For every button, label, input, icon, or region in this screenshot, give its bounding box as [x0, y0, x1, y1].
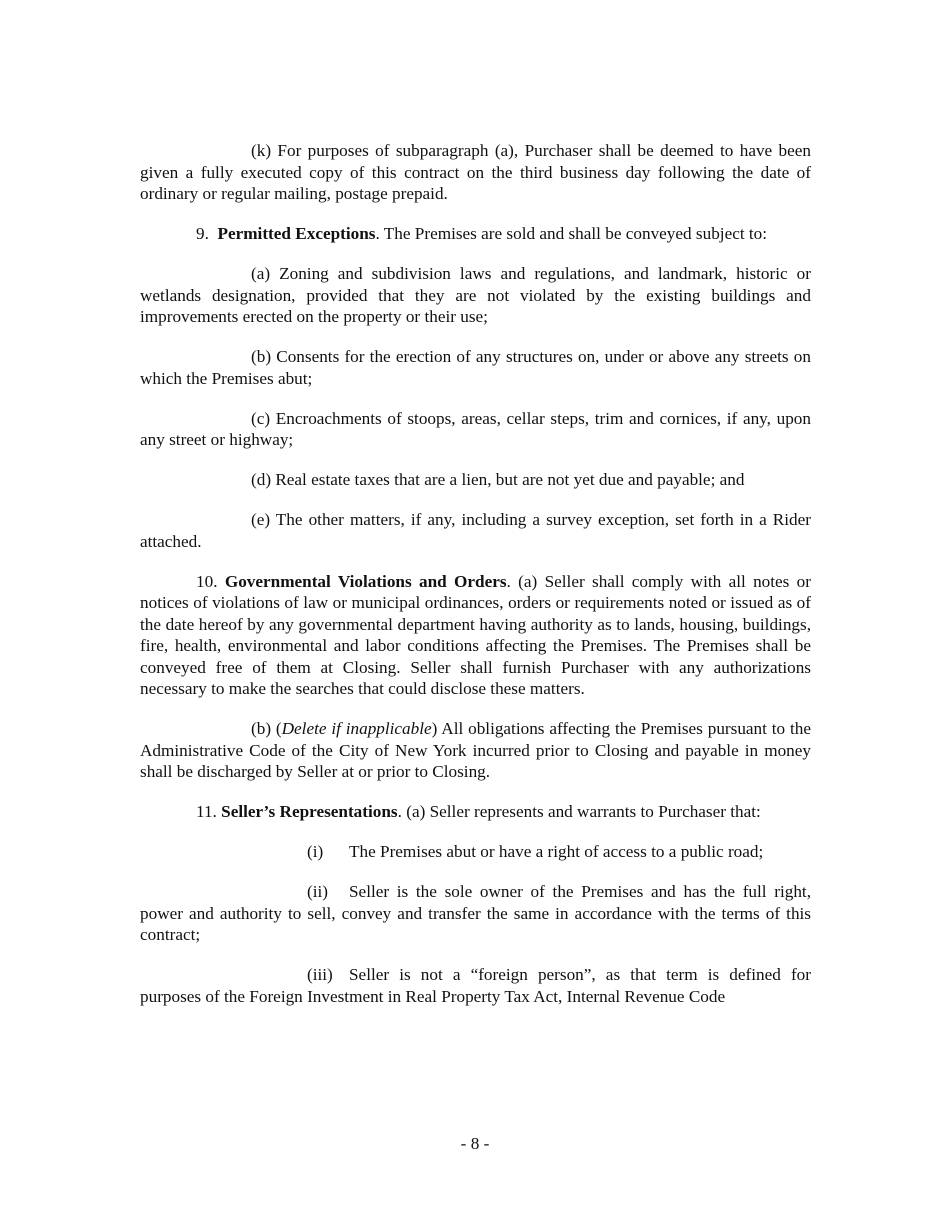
- section-10-text: . (a) Seller shall comply with all notes or notices of violations of law or municipal ordinances, orders or requirements noted or issued as of the date hereof by any governmental department having authority as to lands, housing, buildings, fire, health, environmental and labor conditions affecting the Premises. The Premises shall be conveyed free of them at Closing. Seller shall furnish Purchaser with any authorizations necessary to make the searches that could disclose these matters.: [140, 571, 812, 698]
- section-9b-text: (b) Consents for the erection of any structures on, under or above any streets on which the Premises abut;: [140, 347, 811, 388]
- section-11-heading: Seller’s Representations: [221, 802, 398, 821]
- section-11-text: . (a) Seller represents and warrants to Purchaser that:: [397, 802, 761, 821]
- section-9-number: 9.: [196, 224, 209, 243]
- section-11-iii-number: (iii): [307, 965, 333, 984]
- paragraph-k: [140, 140, 811, 205]
- section-11-iii: [140, 964, 811, 1007]
- section-9-text: . The Premises are sold and shall be conveyed subject to:: [375, 224, 768, 243]
- page-number: - 8 -: [460, 1134, 490, 1153]
- section-10b: [140, 718, 811, 783]
- section-11-ii-text: Seller is the sole owner of the Premises and has the full right, power and authority to sell, convey and transfer the same in accordance with the terms of this contract;: [140, 882, 811, 944]
- section-11: [140, 801, 811, 823]
- section-11-ii-number: (ii): [307, 882, 328, 901]
- section-9-heading: Permitted Exceptions: [217, 224, 376, 243]
- section-10b-italic: Delete if inapplicable: [281, 719, 432, 738]
- section-10: [140, 571, 811, 700]
- section-9e-text: (e) The other matters, if any, including a survey exception, set forth in a Rider attached.: [140, 510, 811, 551]
- section-9: [140, 223, 811, 245]
- section-11-i-number: (i): [307, 842, 324, 861]
- document-page: [140, 140, 811, 1026]
- section-10b-text: ) All obligations affecting the Premises pursuant to the Administrative Code of the City of New York incurred prior to Closing and payable in money shall be discharged by Seller at or prior to Closing.: [140, 719, 811, 781]
- section-9e: [140, 509, 811, 552]
- section-11-i: [140, 841, 811, 863]
- paragraph-k-text: (k) For purposes of subparagraph (a), Purchaser shall be deemed to have been given a fully executed copy of this contract on the third business day following the date of ordinary or regular mailing, postage prepaid.: [140, 141, 811, 203]
- section-9d-text: (d) Real estate taxes that are a lien, but are not yet due and payable; and: [251, 470, 745, 489]
- section-11-number: 11.: [196, 802, 217, 821]
- section-10-number: 10.: [196, 571, 218, 591]
- section-9a-text: (a) Zoning and subdivision laws and regulations, and landmark, historic or wetlands designation, provided that they are not violated by the existing buildings and improvements erected on the property or their use;: [140, 264, 811, 326]
- section-9d: [140, 469, 811, 491]
- section-10b-prefix: (b) (: [251, 719, 282, 738]
- section-11-ii: [140, 881, 811, 946]
- section-10-heading: Governmental Violations and Orders: [224, 571, 507, 591]
- section-11-iii-text: Seller is not a “foreign person”, as that term is defined for purposes of the Foreign Investment in Real Property Tax Act, Internal Revenue Code: [140, 965, 811, 1006]
- section-9c: [140, 408, 811, 451]
- section-11-i-text: The Premises abut or have a right of access to a public road;: [349, 842, 764, 861]
- section-9b: [140, 346, 811, 389]
- section-9c-text: (c) Encroachments of stoops, areas, cellar steps, trim and cornices, if any, upon any street or highway;: [140, 408, 811, 449]
- section-9a: [140, 263, 811, 328]
